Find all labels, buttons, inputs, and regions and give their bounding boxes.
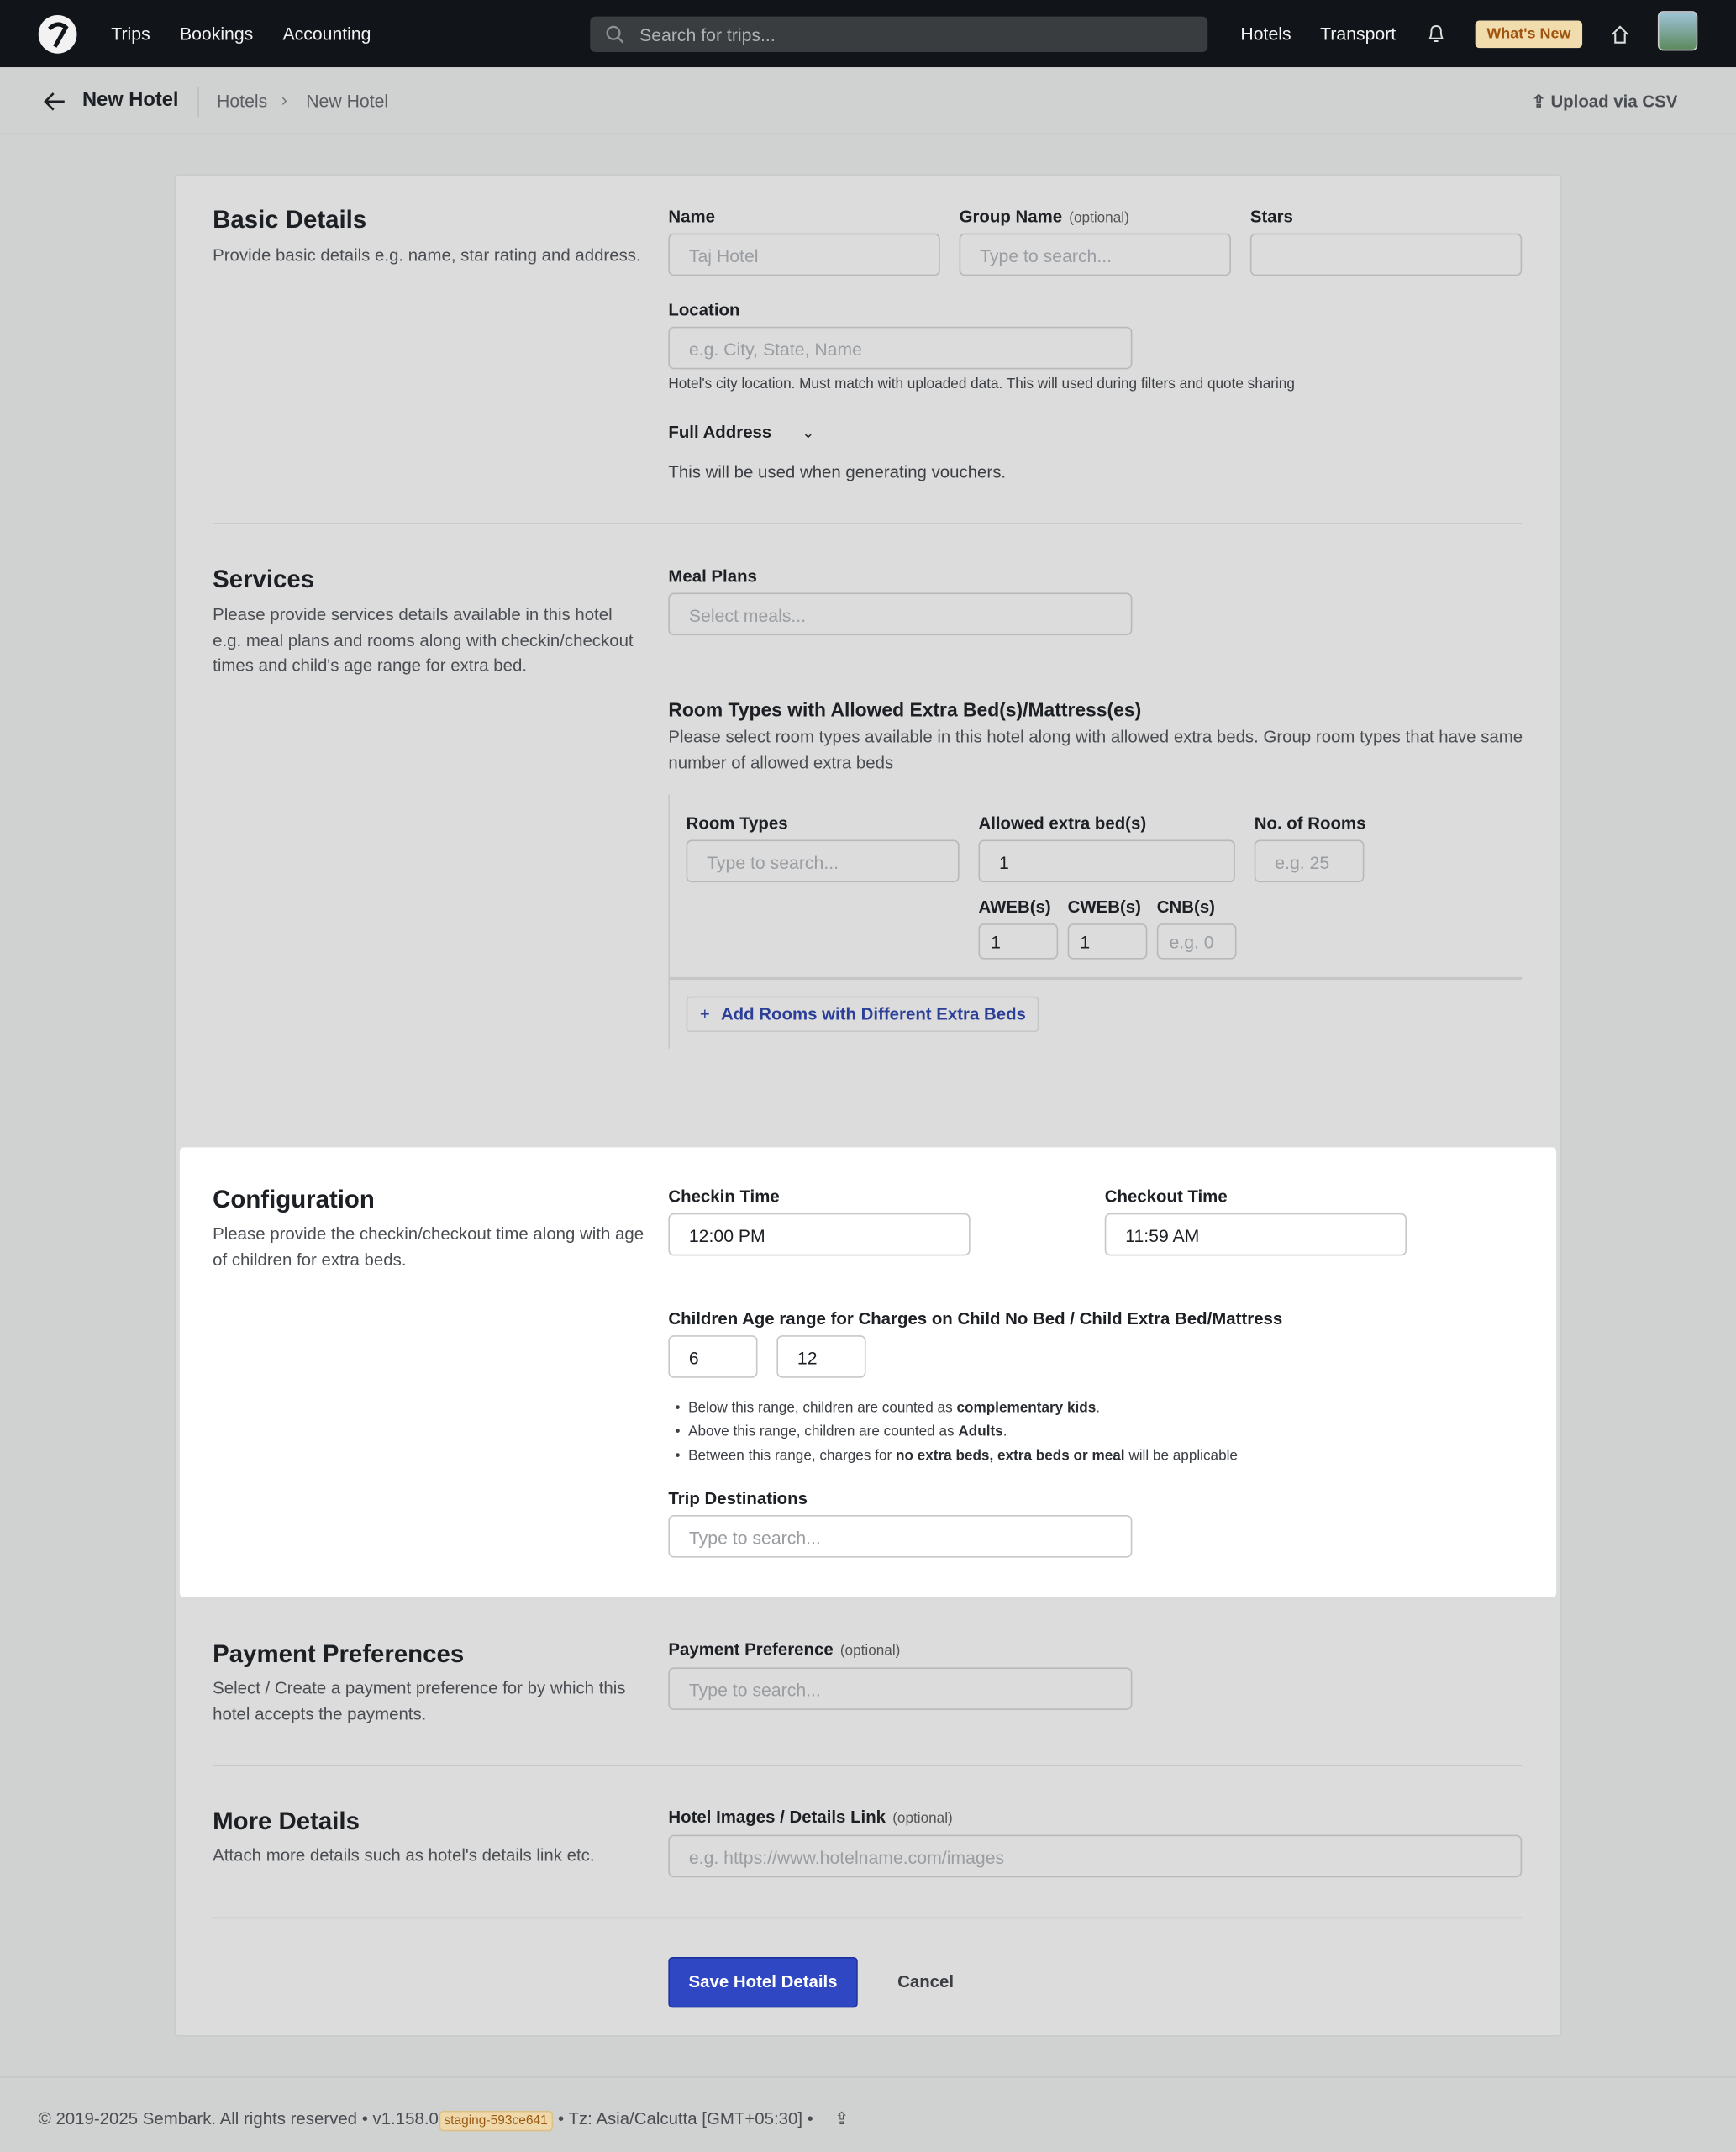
build-badge: staging-593ce641 [439,2111,553,2131]
nav-accounting[interactable]: Accounting [282,23,371,45]
note-item: • Above this range, children are counted as Adults. [675,1423,1007,1440]
bell-icon[interactable] [1428,24,1445,44]
meal-plans-select[interactable]: Select meals... [668,593,1132,636]
optional-tag: (optional) [839,1642,901,1660]
checkout-time-input[interactable]: 11:59 AM [1105,1213,1407,1256]
search-placeholder: Search for trips... [639,24,776,45]
name-input[interactable]: Taj Hotel [668,234,939,276]
age-min-input[interactable]: 6 [668,1335,757,1378]
full-address-toggle[interactable] [668,423,814,442]
group-name-input[interactable]: Type to search... [960,234,1231,276]
aweb-input[interactable]: 1 [978,923,1058,959]
chevron-down-icon: ⌄ [802,425,815,442]
payment-desc: Select / Create a payment preference for by which this hotel accepts the payments. [213,1678,626,1723]
divider [213,1765,1522,1766]
stars-label: Stars [1249,207,1293,227]
cancel-button[interactable]: Cancel [897,1971,955,1992]
optional-tag: (optional) [892,1810,953,1827]
location-label: Location [668,300,740,320]
add-rooms-button[interactable] [687,997,1039,1032]
location-input[interactable]: e.g. City, State, Name [668,327,1132,370]
cweb-label: CWEB(s) [1067,897,1141,917]
divider [213,1918,1522,1919]
cnb-label: CNB(s) [1156,897,1215,917]
checkout-label: Checkout Time [1104,1186,1228,1207]
optional-tag: (optional) [1069,209,1129,227]
page-title: New Hotel [82,89,179,112]
nav-trips[interactable]: Trips [111,23,150,45]
cnb-input[interactable]: e.g. 0 [1157,923,1237,959]
page-header [0,67,1736,134]
divider [197,87,199,117]
config-title: Configuration [213,1186,375,1213]
age-range-label: Children Age range for Charges on Child No Bed / Child Extra Bed/Mattress [668,1309,1283,1329]
payment-label-text: Payment Preference [668,1639,834,1660]
chevron-right-icon: › [281,89,287,110]
config-desc: Please provide the checkin/checkout time along with age of children for extra beds. [213,1223,644,1269]
form-card [174,174,1561,2036]
top-nav [0,0,1736,67]
room-types-label: Room Types [686,813,788,834]
details-link-input[interactable]: e.g. https://www.hotelname.com/images [668,1835,1522,1878]
logo-icon[interactable] [37,13,78,55]
basic-title: Basic Details [213,205,367,234]
whats-new-button[interactable]: What's New [1476,20,1582,48]
cweb-input[interactable]: 1 [1068,923,1148,959]
timezone: • Tz: Asia/Calcutta [GMT+05:30] • [557,2109,813,2129]
breadcrumb-current: New Hotel [306,90,389,112]
payment-preference-input[interactable]: Type to search... [668,1667,1132,1710]
back-arrow-icon[interactable] [44,92,66,111]
rooms-input[interactable]: e.g. 25 [1255,840,1365,883]
divider [213,523,1522,524]
divider [670,977,1522,980]
room-types-desc: Please select room types available in this hotel along with allowed extra beds. Group room types that have same number of allowed extra beds [668,727,1523,772]
divider [668,795,670,1049]
upload-label: Upload via CSV [1550,92,1678,112]
group-label-text: Group Name [959,207,1063,227]
rooms-label: No. of Rooms [1254,813,1366,834]
location-help: Hotel's city location. Must match with uploaded data. This will used during filters and quote sharing [668,376,1295,393]
breadcrumb-hotels[interactable]: Hotels [217,90,268,112]
avatar[interactable] [1658,11,1697,50]
name-label: Name [668,207,715,227]
meal-label: Meal Plans [668,566,757,587]
add-rooms-label: Add Rooms with Different Extra Beds [720,1004,1026,1024]
save-button[interactable]: Save Hotel Details [668,1957,857,2007]
extra-beds-label: Allowed extra bed(s) [978,813,1147,834]
upload-icon: ⇪ [1531,92,1551,112]
basic-desc: Provide basic details e.g. name, star rating and address. [213,245,641,266]
trip-destinations-input[interactable]: Type to search... [668,1515,1132,1558]
group-label [960,208,1129,227]
note-item: • Between this range, charges for no extra beds, extra beds or meal will be applicable [675,1448,1238,1465]
age-max-input[interactable]: 12 [776,1335,865,1378]
footer [39,2108,850,2128]
room-types-input[interactable]: Type to search... [687,840,960,883]
destinations-label: Trip Destinations [668,1489,808,1508]
divider [0,2076,1736,2078]
room-types-title: Room Types with Allowed Extra Bed(s)/Mattress(es) [668,698,1142,721]
copyright: © 2019-2025 Sembark. All rights reserved • v1.158.0 [38,2109,439,2129]
services-title: Services [213,565,315,593]
search-icon [605,24,624,44]
plus-icon: + [699,1004,710,1024]
upload-csv-button[interactable] [1532,91,1678,111]
full-address-label: Full Address [668,423,772,442]
extra-beds-input[interactable]: 1 [978,840,1234,883]
checkin-label: Checkin Time [668,1186,780,1207]
search-input[interactable] [590,17,1207,52]
payment-title: Payment Preferences [213,1639,465,1668]
upload-icon[interactable]: ⇪ [834,2109,850,2129]
link-label [668,1807,952,1827]
nav-transport[interactable]: Transport [1320,23,1397,45]
services-desc: Please provide services details available in this hotel e.g. meal plans and rooms along with checkin/checkout times and child's age range for extra bed. [213,605,634,676]
nav-bookings[interactable]: Bookings [179,23,254,45]
home-icon[interactable] [1611,24,1628,44]
more-title: More Details [213,1807,360,1835]
address-help: This will be used when generating vouchers. [668,462,1007,482]
note-item: • Below this range, children are counted as complementary kids. [675,1399,1101,1417]
checkin-time-input[interactable]: 12:00 PM [668,1213,970,1256]
link-label-text: Hotel Images / Details Link [668,1807,886,1827]
nav-hotels[interactable]: Hotels [1240,23,1291,45]
aweb-label: AWEB(s) [978,897,1051,917]
more-desc: Attach more details such as hotel's details link etc. [213,1845,595,1865]
payment-label [668,1640,900,1660]
stars-input[interactable] [1250,234,1522,276]
